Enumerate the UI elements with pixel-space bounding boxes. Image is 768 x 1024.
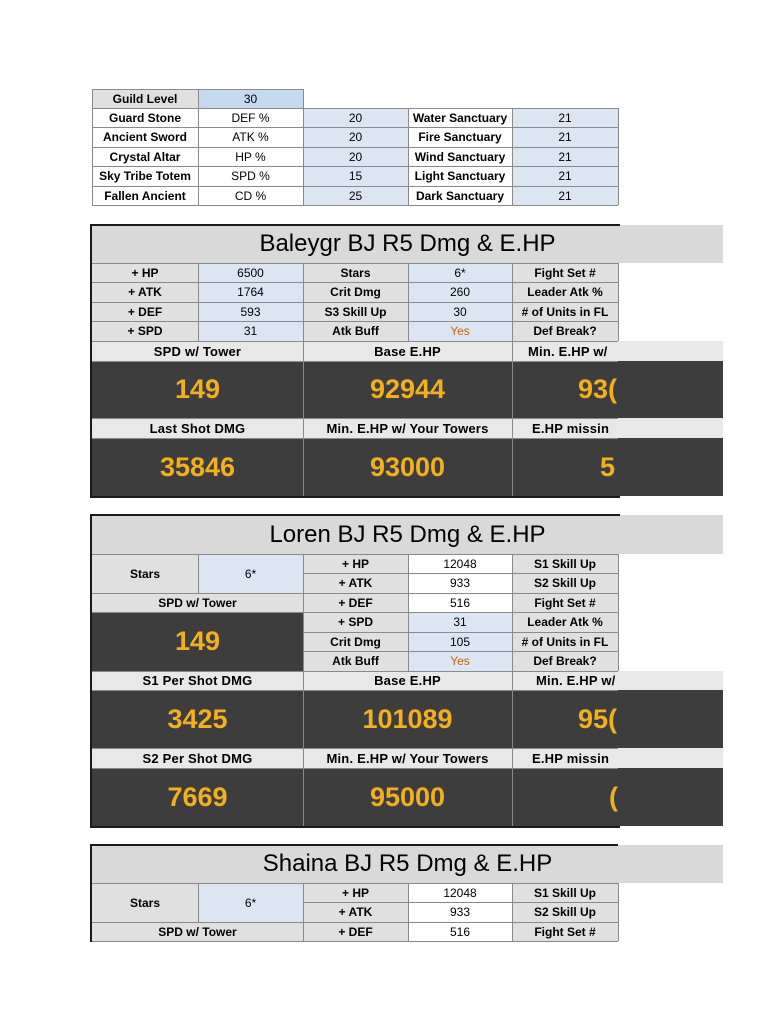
guild-row-sanctuary: Water Sanctuary [408, 108, 512, 127]
def-label: + DEF [303, 922, 408, 941]
guild-row-stat: CD % [198, 186, 303, 205]
guild-row-sanctuary-value[interactable]: 21 [512, 147, 618, 166]
atk-buff-select[interactable]: Yes [408, 651, 512, 671]
leader-atk-label: Leader Atk % [512, 282, 618, 302]
fight-set-label: Fight Set # [512, 263, 618, 282]
section-title: Loren BJ R5 Dmg & E.HP [92, 515, 723, 554]
def-input[interactable]: 516 [408, 922, 512, 941]
last-shot-header: Last Shot DMG [92, 418, 303, 438]
s2-skill-up-label: S2 Skill Up [512, 573, 618, 593]
guild-row-value[interactable]: 20 [303, 147, 408, 166]
spd-input[interactable]: 31 [198, 321, 303, 341]
crit-dmg-label: Crit Dmg [303, 632, 408, 651]
atk-buff-label: Atk Buff [303, 651, 408, 671]
hp-input[interactable]: 12048 [408, 883, 512, 902]
atk-buff-select[interactable]: Yes [408, 321, 512, 341]
atk-input[interactable]: 933 [408, 573, 512, 593]
units-in-fl-label: # of Units in FL [512, 632, 618, 651]
fight-set-label: Fight Set # [512, 922, 618, 941]
ehp-missing-header: E.HP missin [512, 748, 723, 768]
s1-skill-up-label: S1 Skill Up [512, 554, 618, 573]
stars-label: Stars [92, 883, 198, 922]
ehp-missing-value: ( [512, 768, 723, 826]
base-ehp-header: Base E.HP [303, 671, 512, 690]
min-ehp-towers-value: 95000 [303, 768, 512, 826]
guild-row-stat: HP % [198, 147, 303, 166]
min-ehp-value: 95( [512, 690, 723, 748]
spd-label: + SPD [92, 321, 198, 341]
units-in-fl-label: # of Units in FL [512, 302, 618, 321]
ehp-missing-value: 5 [512, 438, 723, 496]
base-ehp-header: Base E.HP [303, 341, 512, 361]
s1-skill-up-label: S1 Skill Up [512, 883, 618, 902]
stars-label: Stars [303, 263, 408, 282]
crit-dmg-input[interactable]: 105 [408, 632, 512, 651]
atk-input[interactable]: 1764 [198, 282, 303, 302]
spd-tower-header: SPD w/ Tower [92, 341, 303, 361]
s1-per-shot-header: S1 Per Shot DMG [92, 671, 303, 690]
stars-input[interactable]: 6* [198, 554, 303, 593]
def-input[interactable]: 593 [198, 302, 303, 321]
atk-label: + ATK [303, 573, 408, 593]
guild-row-sanctuary-value[interactable]: 21 [512, 127, 618, 147]
guild-row-name: Crystal Altar [92, 147, 198, 166]
guild-row-value[interactable]: 20 [303, 127, 408, 147]
crit-dmg-input[interactable]: 260 [408, 282, 512, 302]
guild-row-sanctuary: Light Sanctuary [408, 166, 512, 186]
section-title: Baleygr BJ R5 Dmg & E.HP [92, 225, 723, 263]
atk-input[interactable]: 933 [408, 902, 512, 922]
guild-row-sanctuary: Dark Sanctuary [408, 186, 512, 205]
atk-label: + ATK [303, 902, 408, 922]
def-label: + DEF [303, 593, 408, 612]
spd-tower-header: SPD w/ Tower [92, 593, 303, 612]
stars-input[interactable]: 6* [408, 263, 512, 282]
guild-row-value[interactable]: 25 [303, 186, 408, 205]
s1-per-shot-value: 3425 [92, 690, 303, 748]
hp-label: + HP [303, 554, 408, 573]
crit-dmg-label: Crit Dmg [303, 282, 408, 302]
base-ehp-value: 101089 [303, 690, 512, 748]
guild-row-name: Guard Stone [92, 108, 198, 127]
guild-row-name: Fallen Ancient [92, 186, 198, 205]
guild-row-sanctuary-value[interactable]: 21 [512, 166, 618, 186]
guild-row-stat: SPD % [198, 166, 303, 186]
spd-tower-header: SPD w/ Tower [92, 922, 303, 941]
s2-skill-up-label: S2 Skill Up [512, 902, 618, 922]
guild-row-name: Sky Tribe Totem [92, 166, 198, 186]
ehp-missing-header: E.HP missin [512, 418, 723, 438]
leader-atk-label: Leader Atk % [512, 612, 618, 632]
stars-input[interactable]: 6* [198, 883, 303, 922]
spd-tower-value: 149 [92, 612, 303, 671]
fight-set-label: Fight Set # [512, 593, 618, 612]
min-ehp-header: Min. E.HP w/ [512, 341, 723, 361]
guild-row-name: Ancient Sword [92, 127, 198, 147]
guild-level-label: Guild Level [92, 89, 198, 108]
hp-input[interactable]: 12048 [408, 554, 512, 573]
spd-tower-value: 149 [92, 361, 303, 418]
min-ehp-towers-value: 93000 [303, 438, 512, 496]
hp-input[interactable]: 6500 [198, 263, 303, 282]
def-break-label: Def Break? [512, 321, 618, 341]
guild-row-value[interactable]: 20 [303, 108, 408, 127]
guild-row-value[interactable]: 15 [303, 166, 408, 186]
min-ehp-header: Min. E.HP w/ [512, 671, 723, 690]
guild-row-stat: ATK % [198, 127, 303, 147]
min-ehp-towers-header: Min. E.HP w/ Your Towers [303, 748, 512, 768]
stars-label: Stars [92, 554, 198, 593]
spd-input[interactable]: 31 [408, 612, 512, 632]
def-break-label: Def Break? [512, 651, 618, 671]
base-ehp-value: 92944 [303, 361, 512, 418]
min-ehp-value: 93( [512, 361, 723, 418]
spd-label: + SPD [303, 612, 408, 632]
guild-row-sanctuary: Fire Sanctuary [408, 127, 512, 147]
s2-per-shot-value: 7669 [92, 768, 303, 826]
s3-skill-up-input[interactable]: 30 [408, 302, 512, 321]
def-input[interactable]: 516 [408, 593, 512, 612]
atk-buff-label: Atk Buff [303, 321, 408, 341]
s2-per-shot-header: S2 Per Shot DMG [92, 748, 303, 768]
hp-label: + HP [92, 263, 198, 282]
guild-row-sanctuary-value[interactable]: 21 [512, 186, 618, 205]
last-shot-value: 35846 [92, 438, 303, 496]
guild-row-sanctuary-value[interactable]: 21 [512, 108, 618, 127]
guild-level-value[interactable]: 30 [198, 89, 303, 108]
atk-label: + ATK [92, 282, 198, 302]
guild-row-stat: DEF % [198, 108, 303, 127]
min-ehp-towers-header: Min. E.HP w/ Your Towers [303, 418, 512, 438]
section-title: Shaina BJ R5 Dmg & E.HP [92, 845, 723, 883]
hp-label: + HP [303, 883, 408, 902]
guild-row-sanctuary: Wind Sanctuary [408, 147, 512, 166]
s3-skill-up-label: S3 Skill Up [303, 302, 408, 321]
def-label: + DEF [92, 302, 198, 321]
